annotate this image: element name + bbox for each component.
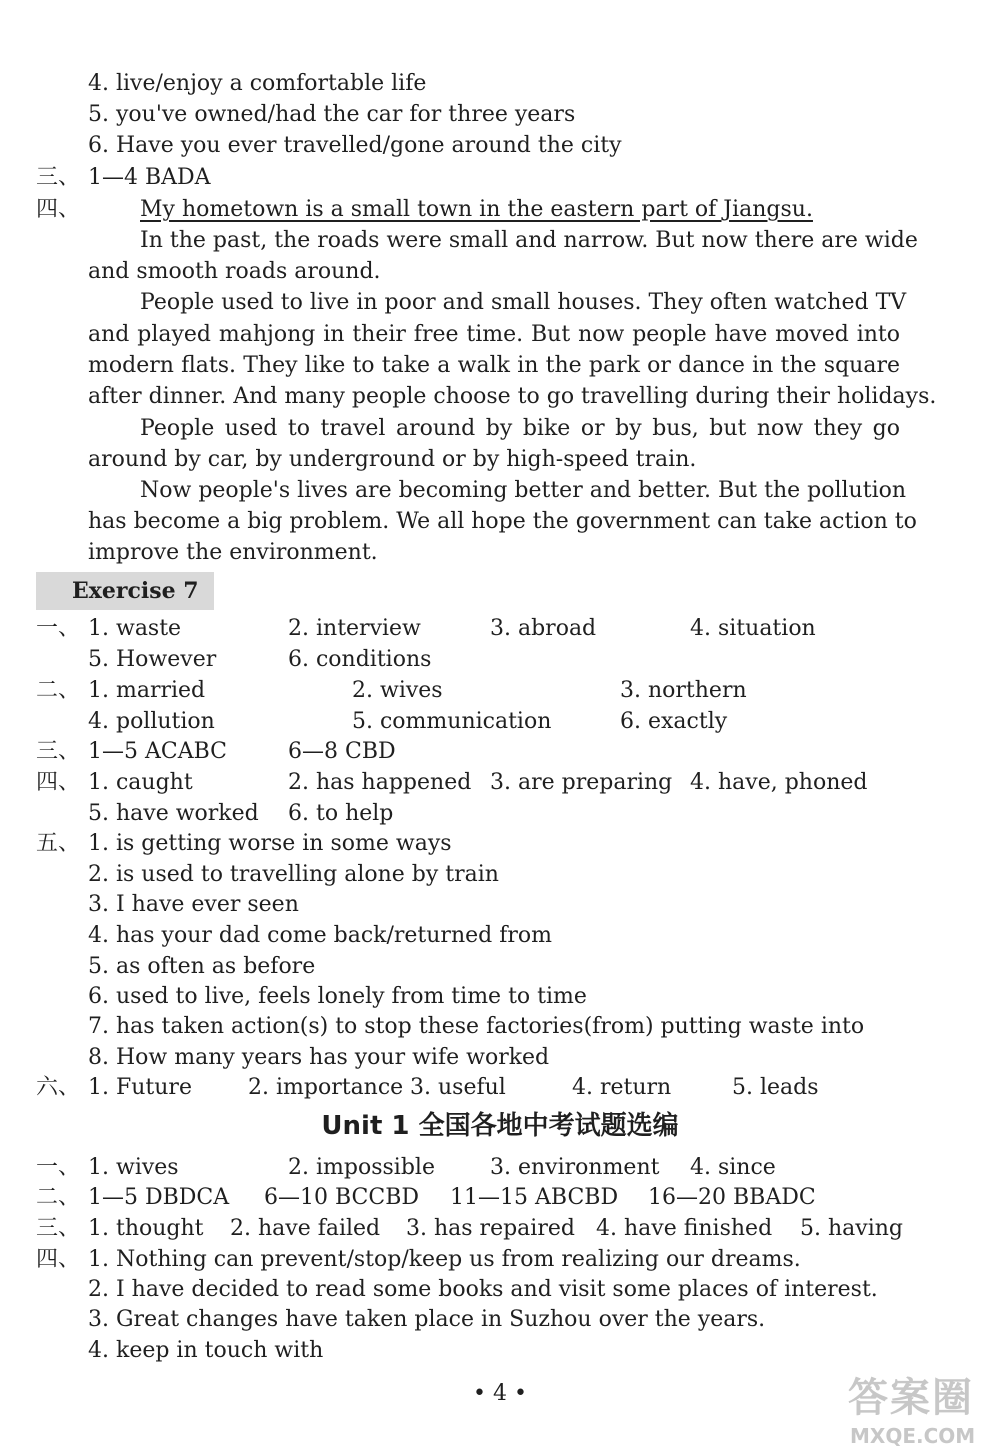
- answer-line: 3. I have ever seen: [88, 892, 299, 917]
- answer-line: 8. How many years has your wife worked: [88, 1045, 550, 1070]
- answer-item: 2. impossible: [288, 1155, 435, 1180]
- section-marker: 六、: [36, 1075, 81, 1100]
- essay-line: modern flats. They like to take a walk in the park or dance in the square: [88, 353, 900, 378]
- answer-item: 2. have failed: [230, 1216, 381, 1241]
- answer-item: 1. waste: [88, 616, 182, 641]
- essay-line: after dinner. And many people choose to go travelling during their holidays.: [88, 384, 937, 409]
- answer-item: 2. interview: [288, 616, 421, 641]
- section-marker: 二、: [36, 678, 81, 703]
- answer-line: 5. you've owned/had the car for three years: [88, 102, 576, 127]
- answer-item: 6. conditions: [288, 647, 432, 672]
- answer-item: 2. importance: [248, 1075, 404, 1100]
- answer-item: 2. wives: [352, 678, 443, 703]
- answer-item: 11—15 ABCBD: [450, 1185, 619, 1210]
- answer-item: 5. having: [800, 1216, 903, 1241]
- watermark-logo: [842, 1372, 992, 1450]
- page-number: • 4 •: [473, 1381, 527, 1406]
- answer-line: 2. I have decided to read some books and visit some places of interest.: [88, 1277, 878, 1302]
- answer-item: 6—10 BCCBD: [264, 1185, 420, 1210]
- answer-item: 3. abroad: [490, 616, 597, 641]
- answer-item: 1. thought: [88, 1216, 204, 1241]
- answer-item: 4. have, phoned: [690, 770, 868, 795]
- unit-title: Unit 1 全国各地中考试题选编: [321, 1111, 679, 1141]
- answer-item: 4. since: [690, 1155, 776, 1180]
- section-marker: 一、: [36, 1155, 81, 1180]
- section-marker: 五、: [36, 831, 81, 856]
- answer-item: 6. exactly: [620, 709, 728, 734]
- essay-line: People used to live in poor and small houses. They often watched TV: [140, 290, 907, 315]
- watermark-text: 答案圈: [848, 1375, 974, 1421]
- answer-item: 4. have finished: [596, 1216, 773, 1241]
- section-marker: 四、: [36, 1247, 81, 1272]
- essay-line: People used to travel around by bike or by bus, but now they go: [140, 416, 900, 441]
- answer-line: 4. has your dad come back/returned from: [88, 923, 552, 948]
- section-marker: 四、: [36, 770, 81, 795]
- answer-line: 3. Great changes have taken place in Suzhou over the years.: [88, 1307, 766, 1332]
- answer-item: 1. married: [88, 678, 206, 703]
- essay-title: My hometown is a small town in the eastern part of Jiangsu.: [140, 197, 813, 222]
- essay-line: and smooth roads around.: [88, 259, 381, 284]
- answer-item: 1—5 DBDCA: [88, 1185, 230, 1210]
- answer-line: 7. has taken action(s) to stop these factories(from) putting waste into: [88, 1014, 865, 1039]
- essay-line: improve the environment.: [88, 540, 378, 565]
- essay-line: Now people's lives are becoming better and better. But the pollution: [140, 478, 907, 503]
- answer-item: 4. situation: [690, 616, 816, 641]
- essay-line: has become a big problem. We all hope the government can take action to: [88, 509, 917, 534]
- section-marker: 三、: [36, 1216, 81, 1241]
- answer-item: 3. has repaired: [406, 1216, 575, 1241]
- answer-item: 5. communication: [352, 709, 552, 734]
- essay-line: around by car, by underground or by high-speed train.: [88, 447, 697, 472]
- watermark-domain: MXQE.COM: [850, 1424, 976, 1448]
- answer-item: 1. wives: [88, 1155, 179, 1180]
- answer-line: 4. live/enjoy a comfortable life: [88, 71, 427, 96]
- answer-item: 4. return: [572, 1075, 672, 1100]
- answer-line: 2. is used to travelling alone by train: [88, 862, 499, 887]
- answer-line: 4. keep in touch with: [88, 1338, 324, 1363]
- answer-line: 5. as often as before: [88, 954, 316, 979]
- essay-line: In the past, the roads were small and narrow. But now there are wide: [140, 228, 918, 253]
- section-marker: 一、: [36, 616, 81, 641]
- section-marker: 二、: [36, 1185, 81, 1210]
- answer-item: 5. have worked: [88, 801, 259, 826]
- answer-line: 1. Nothing can prevent/stop/keep us from realizing our dreams.: [88, 1247, 801, 1272]
- section-marker: 三、: [36, 165, 81, 190]
- answer-item: 1—5 ACABC: [88, 739, 228, 764]
- answer-line: 1. is getting worse in some ways: [88, 831, 452, 856]
- answer-line: 6. Have you ever travelled/gone around the city: [88, 133, 622, 158]
- essay-line: and played mahjong in their free time. But now people have moved into: [88, 322, 900, 347]
- exercise-label: Exercise 7: [72, 578, 199, 604]
- section-marker: 三、: [36, 739, 81, 764]
- exercise-heading: [36, 572, 214, 610]
- answer-line: 6. used to live, feels lonely from time to time: [88, 984, 587, 1009]
- answer-item: 3. useful: [410, 1075, 506, 1100]
- answer-item: 2. has happened: [288, 770, 472, 795]
- answer-item: 1. Future: [88, 1075, 192, 1100]
- answer-item: 3. environment: [490, 1155, 660, 1180]
- answer-item: 5. leads: [732, 1075, 819, 1100]
- answer-item: 3. are preparing: [490, 770, 673, 795]
- section-marker: 四、: [36, 197, 81, 222]
- answer-item: 6. to help: [288, 801, 394, 826]
- answer-item: 4. pollution: [88, 709, 215, 734]
- answer-item: 16—20 BBADC: [648, 1185, 816, 1210]
- answer-item: 6—8 CBD: [288, 739, 396, 764]
- answer-item: 3. northern: [620, 678, 747, 703]
- answer-line: 1—4 BADA: [88, 165, 211, 190]
- answer-item: 1. caught: [88, 770, 193, 795]
- answer-item: 5. However: [88, 647, 217, 672]
